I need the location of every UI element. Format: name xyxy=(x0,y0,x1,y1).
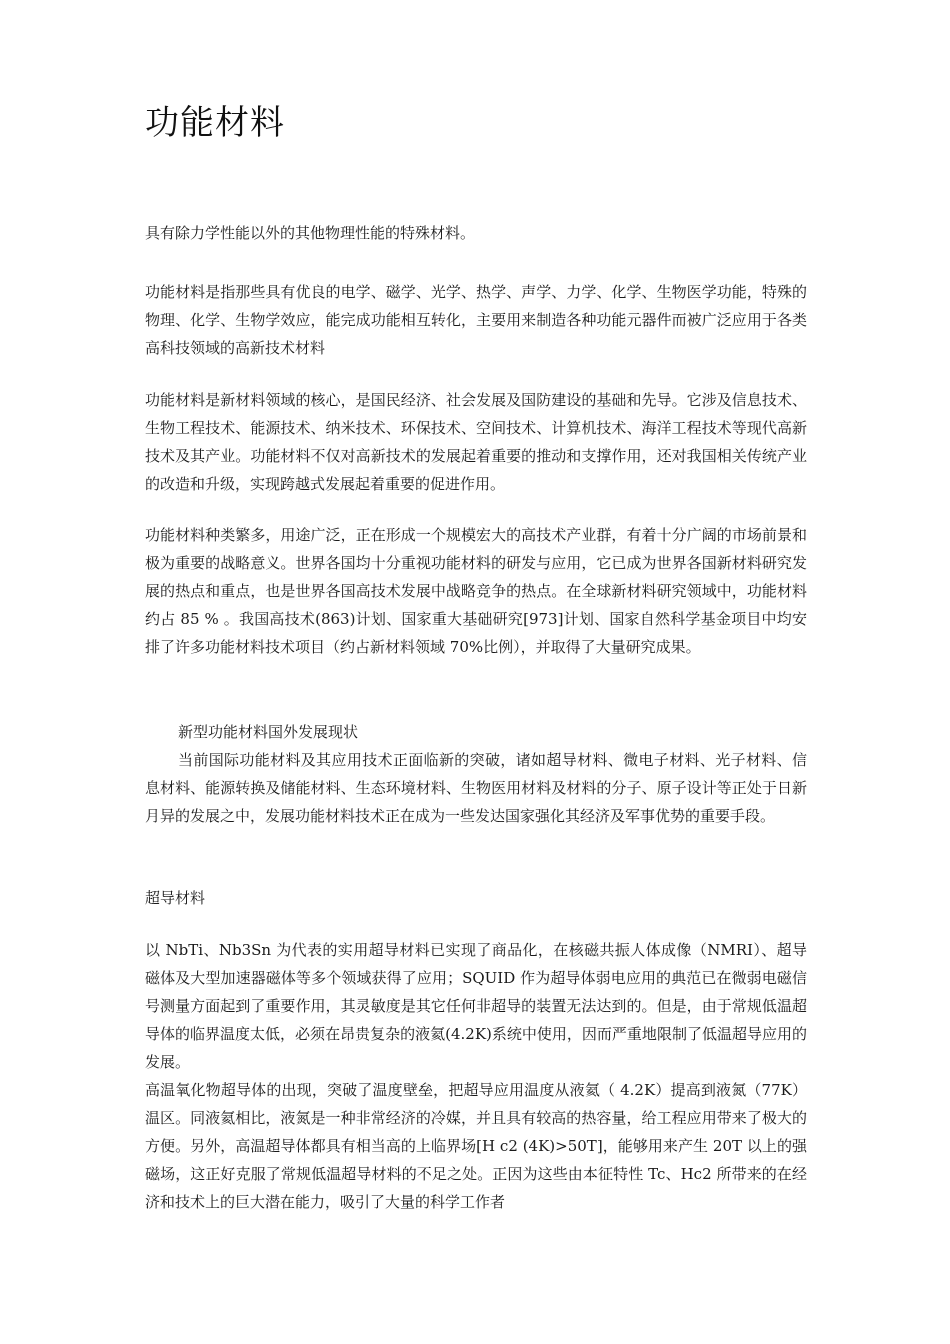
paragraph-overview: 功能材料是指那些具有优良的电学、磁学、光学、热学、声学、力学、化学、生物医学功能，特殊的物理、化学、生物学效应，能完成功能相互转化，主要用来制造各种功能元器件而被广泛应用于各类高科技领域的高新技术材料 xyxy=(145,283,807,357)
section-heading-superconductors: 超导材料 xyxy=(145,889,206,907)
paragraph-definition: 具有除力学性能以外的其他物理性能的特殊材料。 xyxy=(145,224,476,242)
paragraph-high-temp-superconductors: 高温氧化物超导体的出现，突破了温度壁垒，把超导应用温度从液氦（ 4.2K）提高到液氮（77K）温区。同液氦相比，液氮是一种非常经济的冷媒，并且具有较高的热容量，给工程应用带来了极大的方便。另外，高温超导体都具有相当高的上临界场[H c2 (4K)>50T]，能够用来产生 20T 以上的强磁场，这正好克服了常规低温超导材料的不足之处。正因为这些由本征特性 Tc、Hc2 所带来的在经济和技术上的巨大潜在能力，吸引了大量的科学工作者 xyxy=(145,1081,807,1211)
section-heading-foreign-status: 新型功能材料国外发展现状 xyxy=(178,723,359,741)
paragraph-core-role: 功能材料是新材料领域的核心，是国民经济、社会发展及国防建设的基础和先导。它涉及信息技术、生物工程技术、能源技术、纳米技术、环保技术、空间技术、计算机技术、海洋工程技术等现代高新技术及其产业。功能材料不仅对高新技术的发展起着重要的推动和支撑作用，还对我国相关传统产业的改造和升级，实现跨越式发展起着重要的促进作用。 xyxy=(145,391,807,493)
document-title: 功能材料 xyxy=(145,103,285,143)
paragraph-industry: 功能材料种类繁多，用途广泛，正在形成一个规模宏大的高技术产业群，有着十分广阔的市场前景和极为重要的战略意义。世界各国均十分重视功能材料的研发与应用，它已成为世界各国新材料研究发展的热点和重点，也是世界各国高技术发展中战略竞争的热点。在全球新材料研究领域中，功能材料约占 85 % 。我国高技术(863)计划、国家重大基础研究[973]计划、国家自然科学基金项目中均安排了许多功能材料技术项目（约占新材料领域 70%比例），并取得了大量研究成果。 xyxy=(145,526,807,656)
paragraph-low-temp-superconductors: 以 NbTi、Nb3Sn 为代表的实用超导材料已实现了商品化，在核磁共振人体成像（NMRI）、超导磁体及大型加速器磁体等多个领域获得了应用；SQUID 作为超导体弱电应用的典范已在微弱电磁信号测量方面起到了重要作用，其灵敏度是其它任何非超导的装置无法达到的。但是，由于常规低温超导体的临界温度太低，必须在昂贵复杂的液氦(4.2K)系统中使用，因而严重地限制了低温超导应用的发展。 xyxy=(145,941,807,1071)
paragraph-foreign-status: 当前国际功能材料及其应用技术正面临新的突破，诸如超导材料、微电子材料、光子材料、信息材料、能源转换及储能材料、生态环境材料、生物医用材料及材料的分子、原子设计等正处于日新月异的发展之中，发展功能材料技术正在成为一些发达国家强化其经济及军事优势的重要手段。 xyxy=(145,751,807,825)
